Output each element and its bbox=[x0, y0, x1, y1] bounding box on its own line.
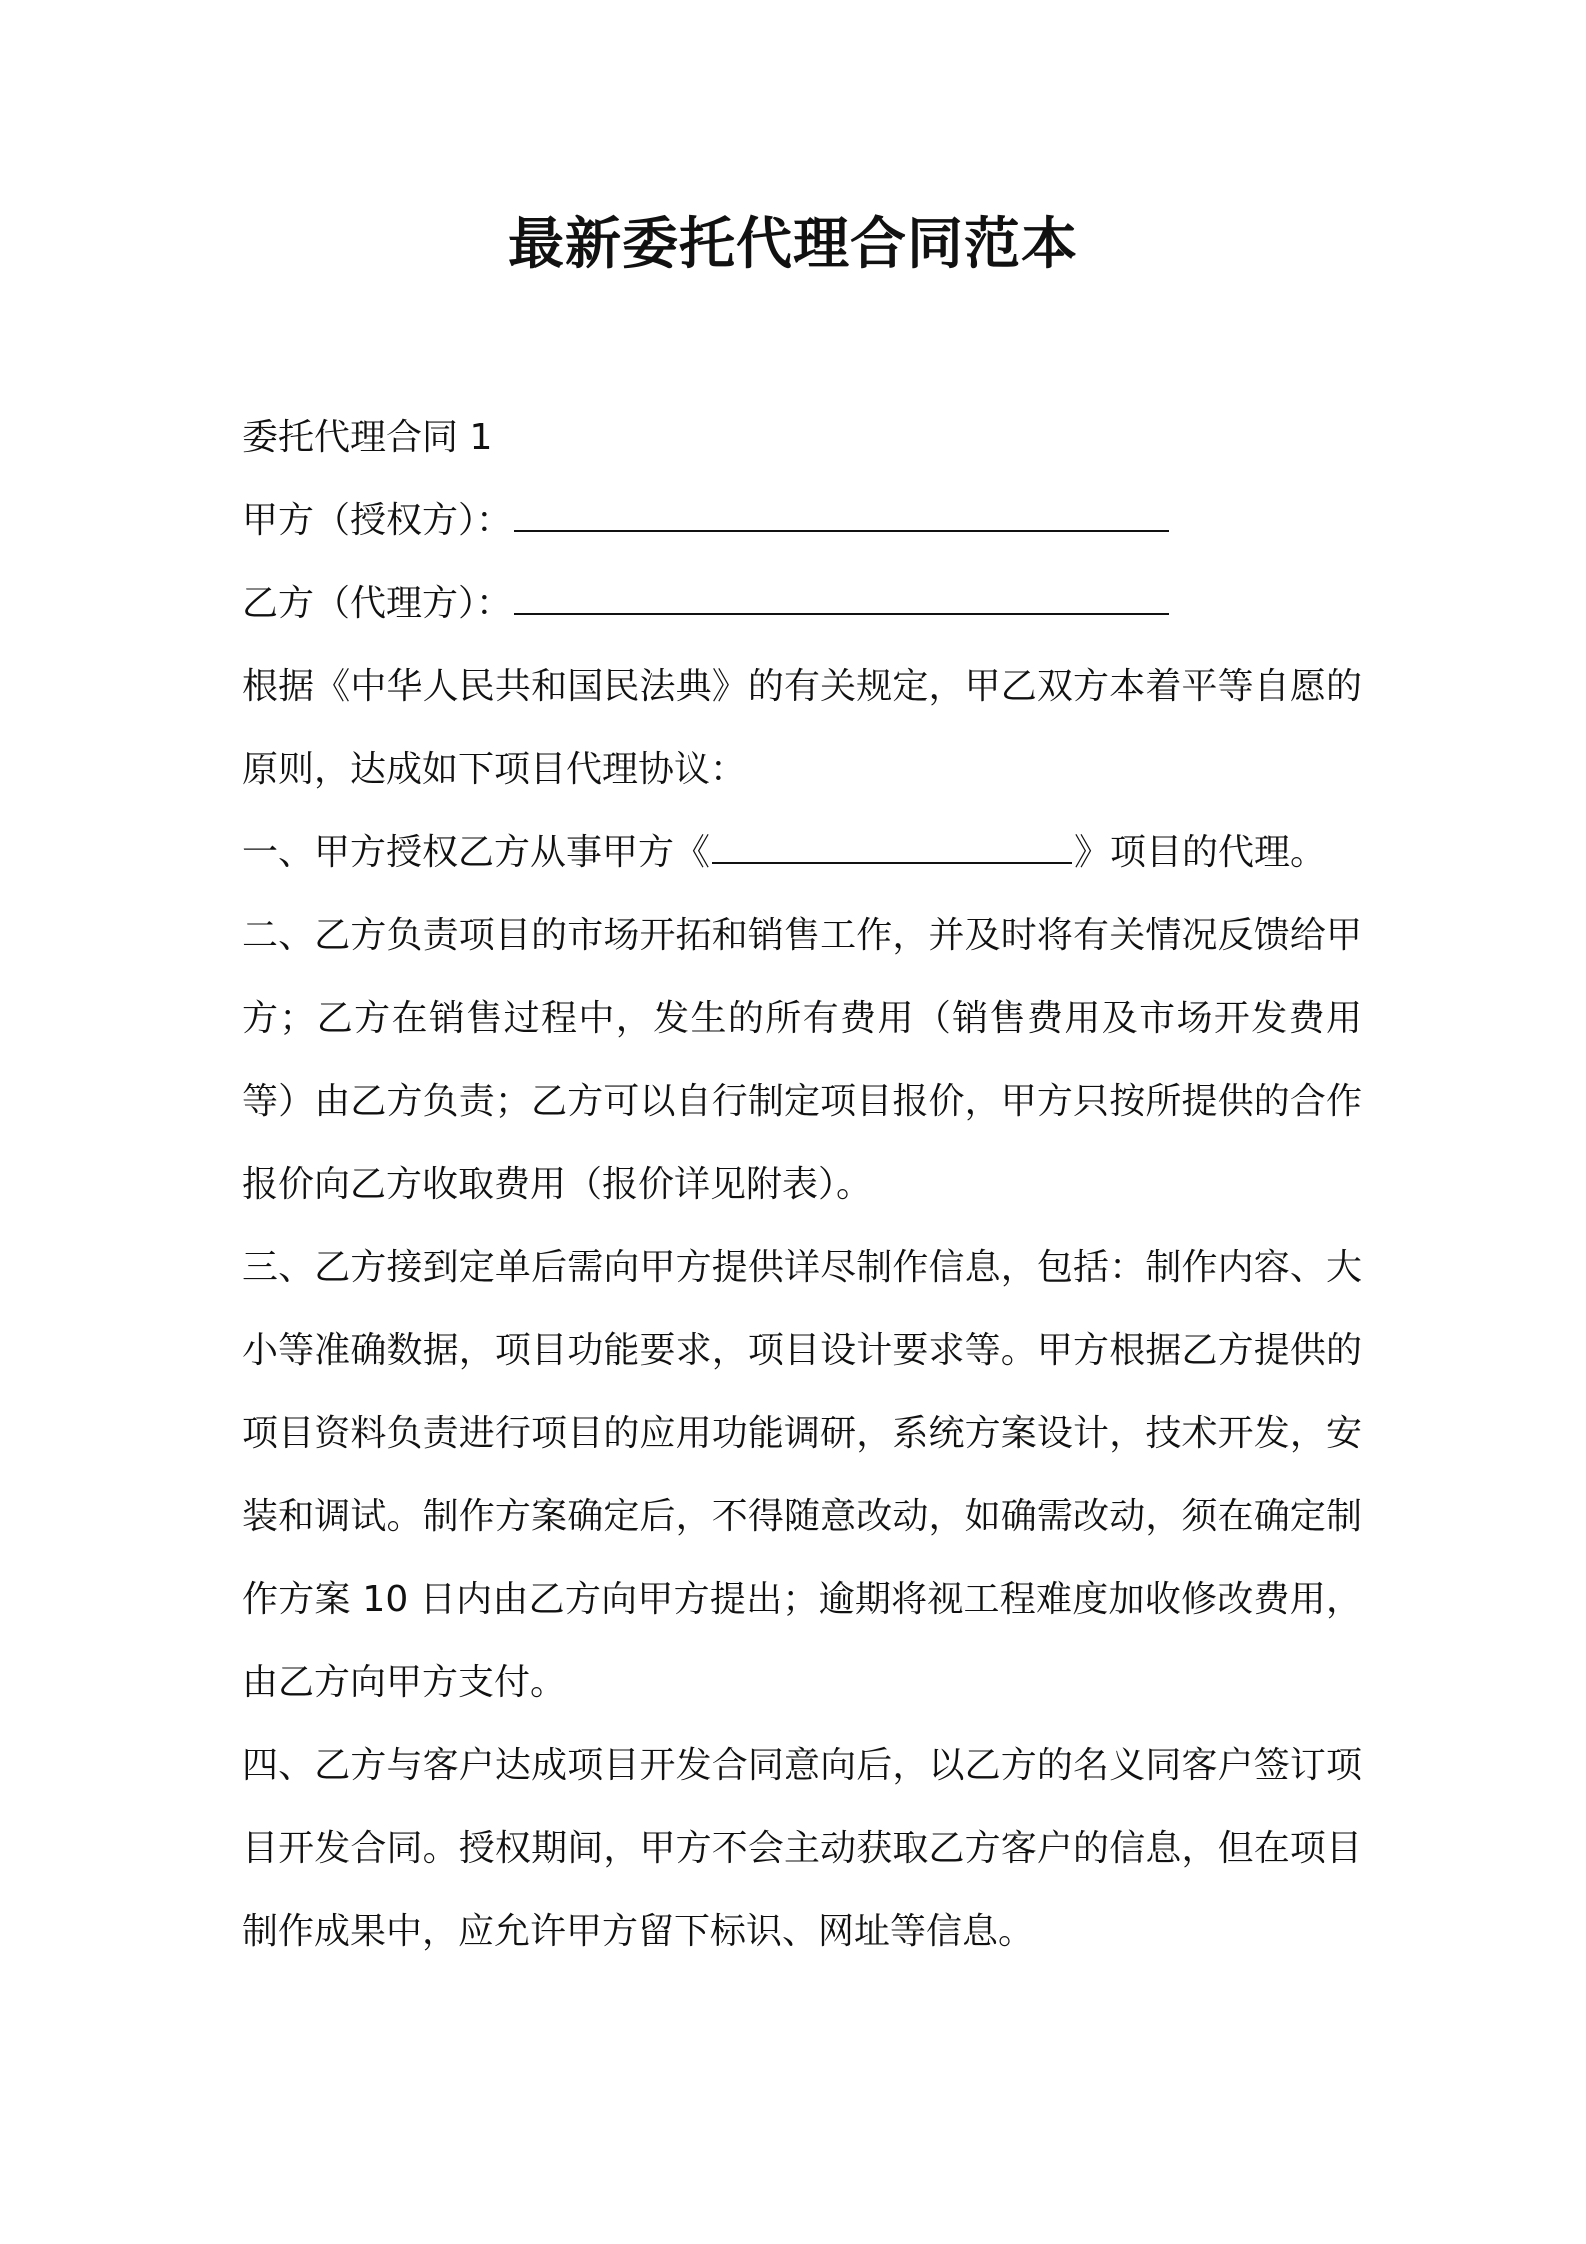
document-title: 最新委托代理合同范本 bbox=[508, 212, 1078, 277]
clause-4: 四、乙方与客户达成项目开发合同意向后，以乙方的名义同客户签订项目开发合同。授权期间，甲方不会主动获取乙方客户的信息，但在项目制作成果中，应允许甲方留下标识、网址等信息。 bbox=[242, 1745, 1362, 1952]
party-a-line bbox=[242, 479, 1362, 562]
project-name-blank bbox=[712, 832, 1072, 864]
party-a-blank bbox=[514, 500, 1169, 532]
party-b-line bbox=[242, 562, 1362, 645]
clause-1-prefix: 一、甲方授权乙方从事甲方《 bbox=[242, 832, 711, 873]
party-a-label: 甲方（授权方）： bbox=[242, 500, 513, 541]
intro-paragraph: 根据《中华人民共和国民法典》的有关规定，甲乙双方本着平等自愿的原则，达成如下项目代理协议： bbox=[242, 666, 1362, 790]
clause-3: 三、乙方接到定单后需向甲方提供详尽制作信息，包括：制作内容、大小等准确数据，项目功能要求，项目设计要求等。甲方根据乙方提供的项目资料负责进行项目的应用功能调研，系统方案设计，技术开发，安装和调试。制作方案确定后，不得随意改动，如确需改动，须在确定制作方案 10 日内由乙方向甲方提出；逾期将视工程难度加收修改费用，由乙方向甲方支付。 bbox=[242, 1247, 1362, 1703]
section-heading: 委托代理合同 1 bbox=[242, 417, 493, 458]
document-body bbox=[242, 396, 1362, 1973]
clause-1 bbox=[242, 811, 1362, 894]
clause-1-suffix: 》项目的代理。 bbox=[1074, 832, 1327, 873]
party-b-label: 乙方（代理方）： bbox=[242, 583, 513, 624]
clause-2: 二、乙方负责项目的市场开拓和销售工作，并及时将有关情况反馈给甲方；乙方在销售过程中，发生的所有费用（销售费用及市场开发费用等）由乙方负责；乙方可以自行制定项目报价，甲方只按所提供的合作报价向乙方收取费用（报价详见附表）。 bbox=[242, 915, 1362, 1205]
party-b-blank bbox=[514, 583, 1169, 615]
